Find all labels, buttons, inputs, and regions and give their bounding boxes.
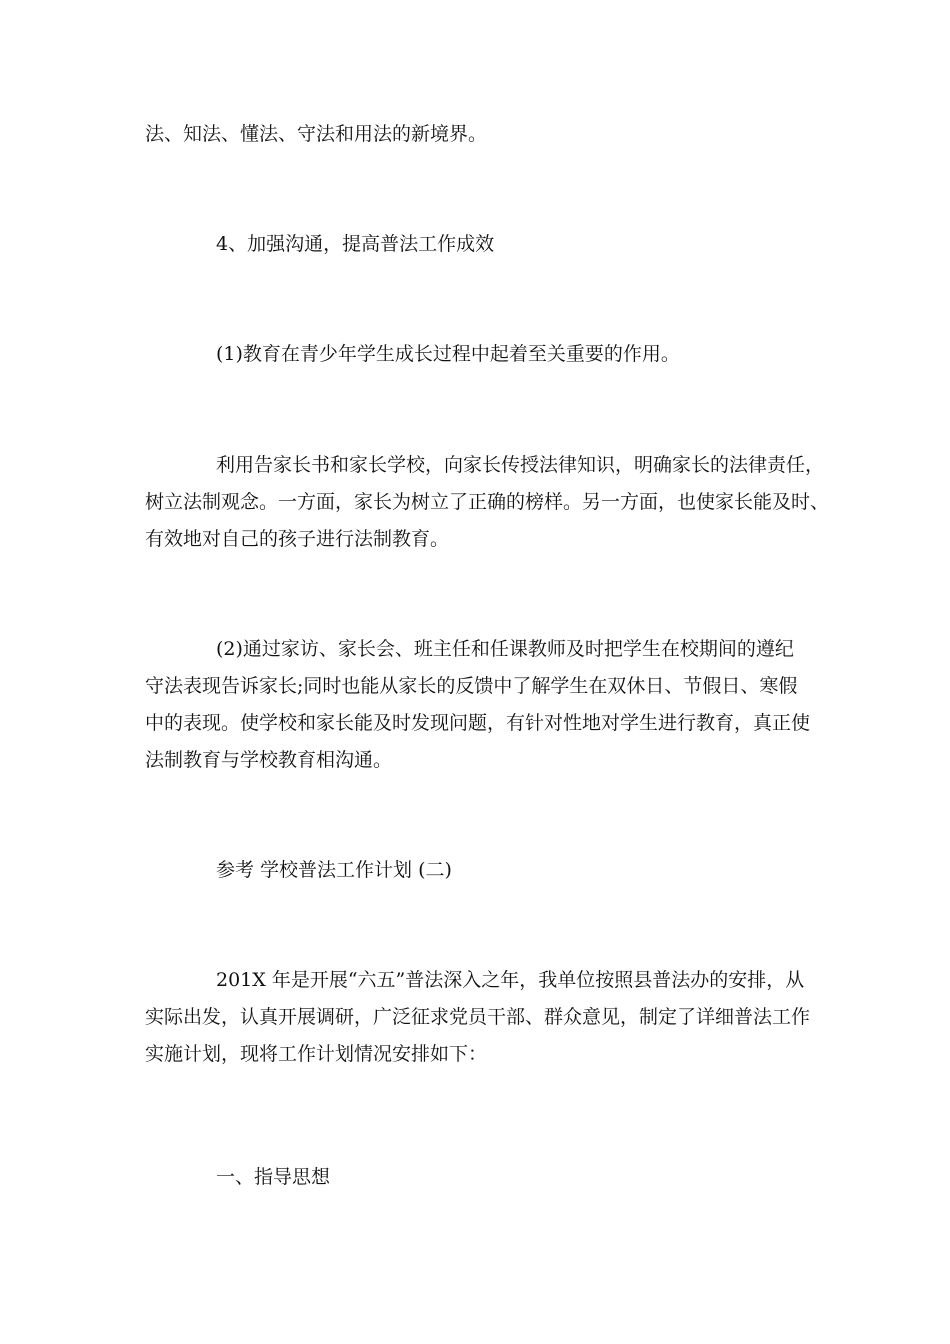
section-heading-4 [145, 226, 810, 263]
subheading-1 [145, 336, 810, 373]
paragraph-parents-letter [145, 447, 830, 558]
text-line: (2)通过家访、家长会、班主任和任课教师及时把学生在校期间的遵纪 [216, 638, 794, 660]
paragraph-home-visits [145, 631, 810, 779]
paragraph-continuation [145, 116, 810, 153]
text-line: 树立法制观念。一方面，家长为树立了正确的榜样。另一方面，也使家长能及时、 [145, 491, 830, 513]
text-line: 4、加强沟通，提高普法工作成效 [216, 233, 495, 255]
text-line: (1)教育在青少年学生成长过程中起着至关重要的作用。 [216, 343, 680, 365]
text-line: 法、知法、懂法、守法和用法的新境界。 [145, 123, 488, 145]
text-line: 实施计划，现将工作计划情况安排如下： [145, 1043, 488, 1065]
text-line: 实际出发，认真开展调研，广泛征求党员干部、群众意见，制定了详细普法工作 [145, 1006, 811, 1028]
section-title-plan-2 [145, 852, 810, 889]
text-line: 利用告家长书和家长学校，向家长传授法律知识，明确家长的法律责任， [216, 454, 825, 476]
section-heading-guiding-ideology [145, 1159, 810, 1196]
text-line: 参考 学校普法工作计划 (二) [216, 859, 452, 881]
text-line: 一、指导思想 [216, 1166, 331, 1188]
text-line: 有效地对自己的孩子进行法制教育。 [145, 528, 450, 550]
text-line: 中的表现。使学校和家长能及时发现问题，有针对性地对学生进行教育，真正使 [145, 712, 811, 734]
text-line: 守法表现告诉家长;同时也能从家长的反馈中了解学生在双休日、节假日、寒假 [145, 675, 798, 697]
paragraph-intro [145, 962, 810, 1073]
text-line: 201X 年是开展“六五”普法深入之年，我单位按照县普法办的安排，从 [216, 969, 805, 991]
text-line: 法制教育与学校教育相沟通。 [145, 749, 393, 771]
